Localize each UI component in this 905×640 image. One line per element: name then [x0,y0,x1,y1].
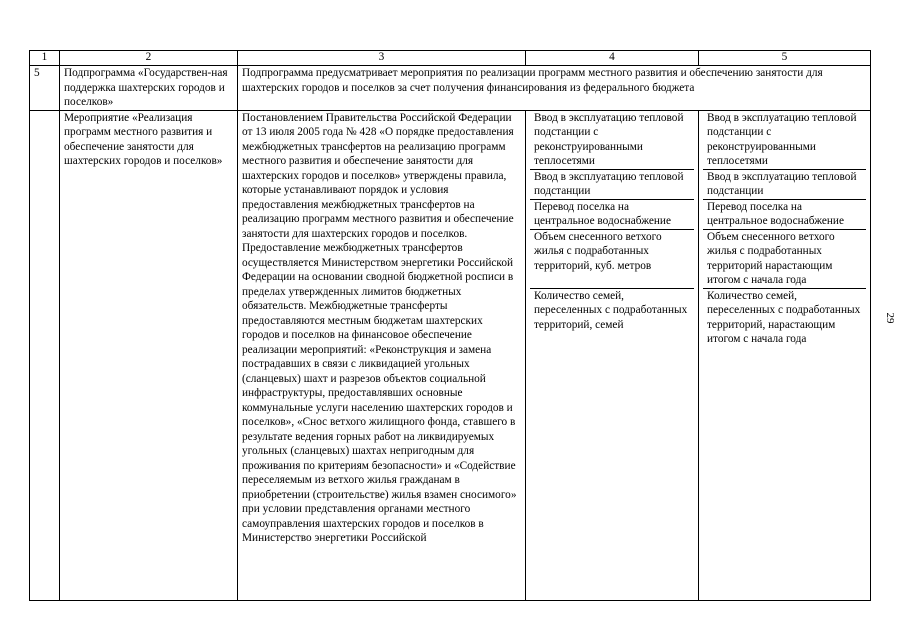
indicator-item: Количество семей, переселенных с подработанных территорий, семей [534,289,688,331]
indicator-item: Ввод в эксплуатацию тепловой подстанции [530,170,694,200]
measure-description: Постановлением Правительства Российской Федерации от 13 июля 2005 года № 428 «О порядке предоставления межбюджетных трансфертов на реализацию программ местного развития и обеспечение занятости для шахтерских городов и поселков» утверждены правила, которые устанавливают порядок и условия предоставления межбюджетных трансфертов на реализацию программ местного развития и обеспечение занятости для шахтерских городов и поселков. Предоставление межбюджетных трансфертов осуществляется Министерством энергетики Российской Федерации на основании сводной бюджетной росписи в пределах утвержденных лимитов бюджетных обязательств. Межбюджетные трансферты предоставляются местным бюджетам шахтерских городов и поселков на финансовое обеспечение реализации мероприятий: «Реконструкция и замена пострадавших в связи с ликвидацией угольных (сланцевых) шахт и разрезов объектов социальной инфраструктуры, предоставлявших основные коммунальные услуги населению шахтерских городов и поселков», «Снос ветхого жилищного фонда, ставшего в результате ведения горных работ на ликвидируемых угольных (сланцевых) шахтах непригодным для проживания по критериям безопасности» и «Содействие переселяемым из ветхого жилья гражданам в приобретении (строительстве) жилья взамен сносимого» при условии представления органами местного самоуправления шахтерских городов и поселков в Министерство энергетики Российской [238,110,526,600]
indicator-item: Объем снесенного ветхого жилья с подработанных территорий, куб. метров [530,230,694,289]
indicator-detail-item: Перевод поселка на центральное водоснабжение [703,200,866,230]
indicator-detail-column [699,110,871,600]
subprogram-row [30,66,871,111]
indicator-detail-item: Ввод в эксплуатацию тепловой подстанции с реконструированными теплосетями [703,111,866,170]
program-table [29,50,871,601]
measure-title: Мероприятие «Реализация программ местного развития и обеспечение занятости для шахтерских городов и поселков» [60,110,238,600]
column-number: 1 [30,51,60,66]
measure-row [30,110,871,600]
column-number: 2 [60,51,238,66]
page-number: 29 [884,312,896,324]
empty-cell [30,110,60,600]
indicator-item: Перевод поселка на центральное водоснабжение [530,200,694,230]
indicator-item: Ввод в эксплуатацию тепловой подстанции с реконструированными теплосетями [530,111,694,170]
column-number: 3 [238,51,526,66]
indicator-detail-item: Количество семей, переселенных с подработанных территорий, нарастающим итогом с начала года [707,289,861,345]
row-number: 5 [30,66,60,111]
column-number: 5 [699,51,871,66]
indicator-detail-item: Ввод в эксплуатацию тепловой подстанции [703,170,866,200]
indicator-column [526,110,699,600]
column-number-row [30,51,871,66]
indicator-detail-item: Объем снесенного ветхого жилья с подработанных территорий нарастающим итогом с начала года [703,230,866,289]
subprogram-description: Подпрограмма предусматривает мероприятия по реализации программ местного развития и обеспечению занятости для шахтерских городов и поселков за счет получения финансирования из федерального бюджета [238,66,871,111]
column-number: 4 [526,51,699,66]
subprogram-title: Подпрограмма «Государствен-ная поддержка шахтерских городов и поселков» [60,66,238,111]
